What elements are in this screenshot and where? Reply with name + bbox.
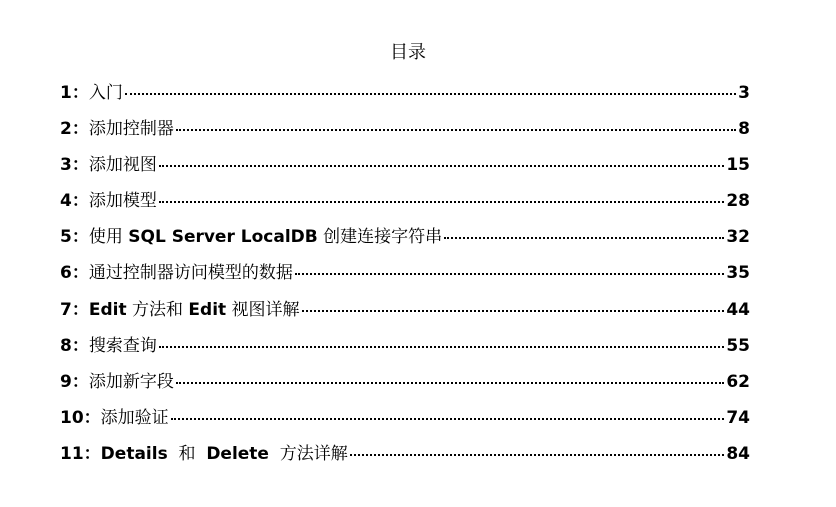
entry-label: 入门 [88, 83, 123, 103]
toc-entry-6[interactable] [60, 258, 750, 294]
entry-label: 添加模型 [88, 191, 157, 212]
entry-number: 3： [60, 155, 89, 176]
dot-leader [302, 310, 725, 312]
entry-number: 6： [60, 263, 89, 284]
entry-number: 7： [60, 299, 89, 320]
dot-leader [159, 346, 724, 348]
entry-label: 添加控制器 [88, 119, 174, 140]
entry-label: 添加新字段 [88, 371, 174, 392]
page-title: 目录 [390, 42, 426, 63]
toc-entry-5[interactable] [60, 222, 750, 258]
table-of-contents [60, 78, 750, 475]
entry-page-number: 74 [726, 407, 750, 428]
entry-label: Edit 方法和 Edit 视图详解 [88, 299, 300, 320]
entry-page-number: 32 [726, 227, 750, 248]
toc-entry-4[interactable] [60, 186, 750, 222]
entry-label: 使用 SQL Server LocalDB 创建连接字符串 [88, 227, 443, 248]
dot-leader [171, 418, 725, 420]
entry-number: 2： [60, 119, 89, 140]
dot-leader [295, 273, 724, 275]
entry-number: 10： [60, 407, 101, 428]
entry-number: 8： [60, 335, 89, 356]
entry-number: 5： [60, 227, 89, 248]
entry-page-number: 44 [726, 299, 750, 320]
entry-number: 11： [60, 443, 101, 464]
entry-number: 4： [60, 191, 89, 212]
entry-label: 搜索查询 [88, 335, 157, 356]
entry-number: 1： [60, 83, 89, 103]
entry-page-number: 3 [738, 83, 750, 103]
entry-label: 添加验证 [100, 407, 169, 428]
toc-entry-11[interactable] [60, 439, 750, 475]
toc-entry-9[interactable] [60, 367, 750, 403]
toc-entry-10[interactable] [60, 403, 750, 439]
entry-page-number: 15 [726, 155, 750, 176]
dot-leader [176, 382, 724, 384]
entry-label: 添加视图 [88, 155, 157, 176]
dot-leader [176, 129, 736, 131]
toc-entry-7[interactable] [60, 295, 750, 331]
entry-page-number: 62 [726, 371, 750, 392]
entry-page-number: 8 [738, 119, 750, 140]
entry-number: 9： [60, 371, 89, 392]
dot-leader [159, 201, 724, 203]
dot-leader [159, 165, 724, 167]
entry-page-number: 28 [726, 191, 750, 212]
dot-leader [444, 237, 724, 239]
entry-label: Details 和 Delete 方法详解 [100, 443, 348, 464]
toc-entry-8[interactable] [60, 331, 750, 367]
entry-page-number: 35 [726, 263, 750, 284]
dot-leader [125, 93, 736, 95]
entry-page-number: 84 [726, 443, 750, 464]
entry-label: 通过控制器访问模型的数据 [88, 263, 293, 284]
toc-entry-3[interactable] [60, 150, 750, 186]
toc-entry-2[interactable] [60, 114, 750, 150]
dot-leader [350, 454, 725, 456]
toc-entry-1[interactable] [60, 78, 750, 114]
entry-page-number: 55 [726, 335, 750, 356]
